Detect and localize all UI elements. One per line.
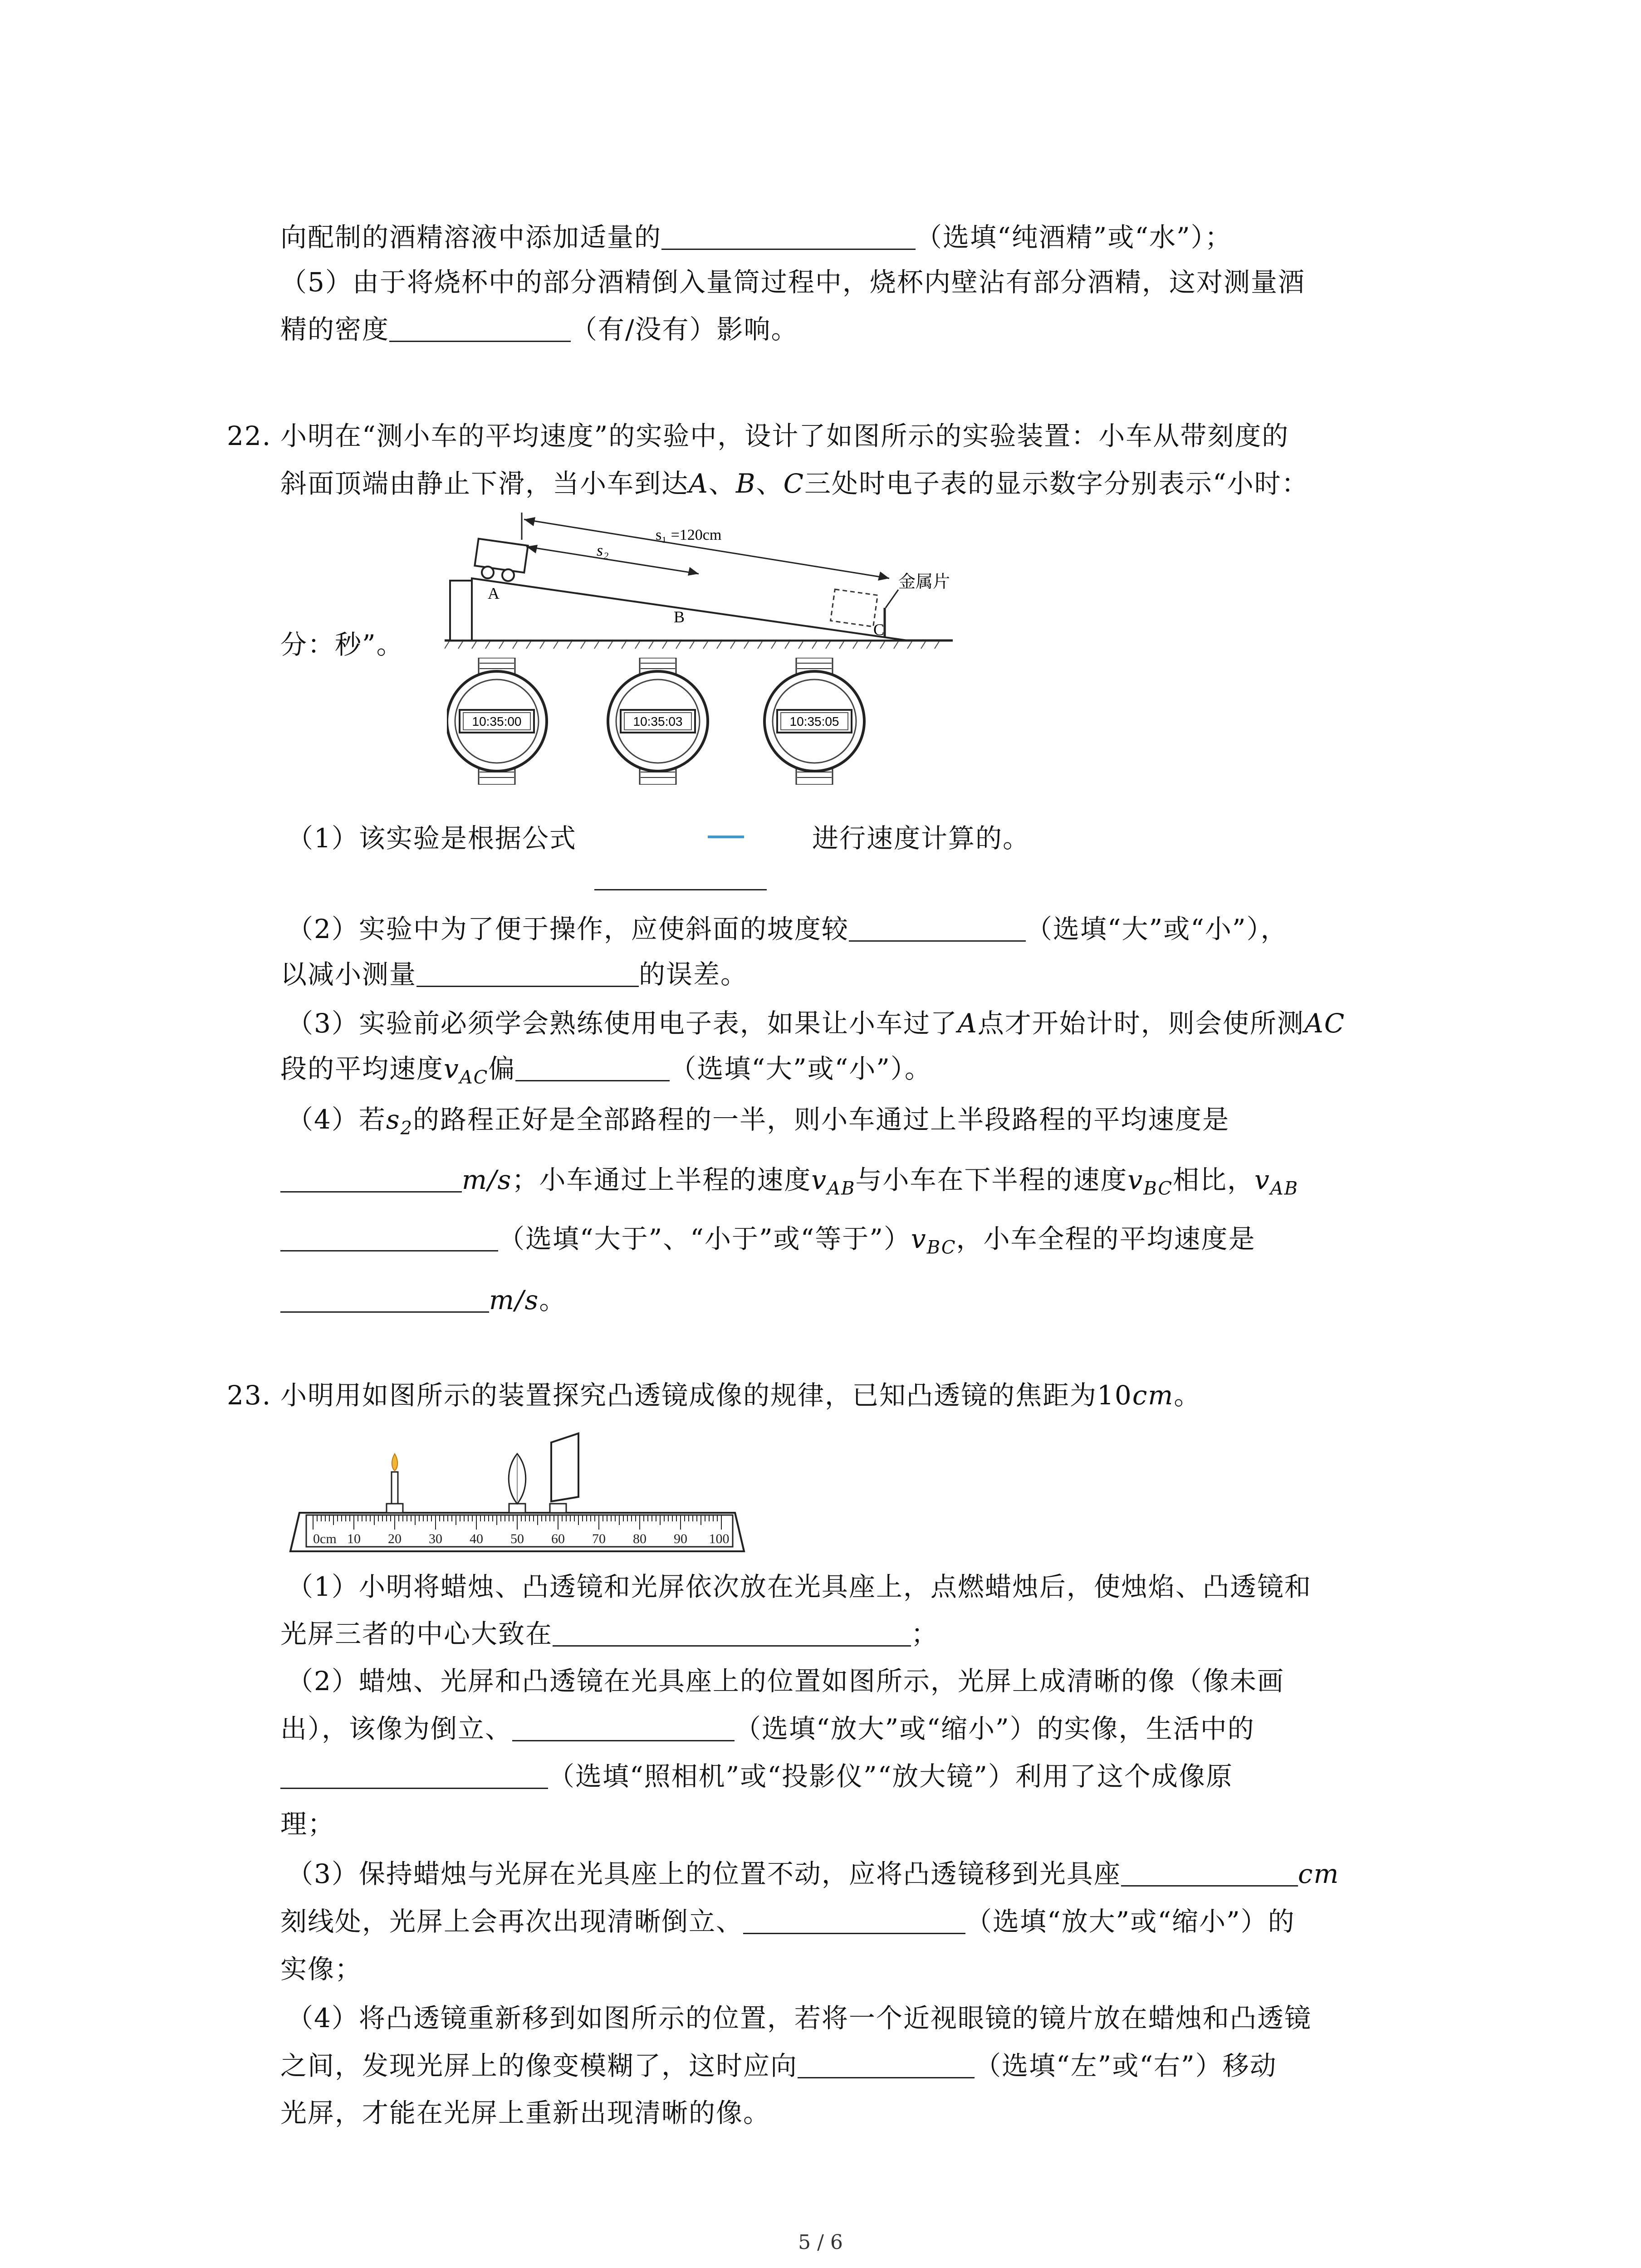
q23-p3-line-3: 实像； (280, 1954, 362, 1984)
q21-line-2: （5）由于将烧杯中的部分酒精倒入量筒过程中，烧杯内壁沾有部分酒精，这对测量酒 (280, 267, 1305, 298)
ruler-label: 50 (510, 1531, 524, 1546)
ruler-label: 70 (592, 1531, 606, 1546)
answer-blank[interactable] (280, 1166, 462, 1193)
ruler-label: 90 (674, 1531, 687, 1546)
convex-lens (509, 1454, 526, 1513)
q22-p1-lead: （1）该实验是根据公式 (287, 823, 577, 854)
q23-p2-line-2: 出），该像为倒立、 （选填“放大”或“缩小”）的实像，生活中的 (280, 1713, 1255, 1744)
answer-blank[interactable] (849, 915, 1026, 942)
light-screen (550, 1433, 578, 1513)
answer-blank[interactable] (280, 1286, 489, 1313)
q23-p1-line-2: 光屏三者的中心大致在 ； (280, 1618, 939, 1649)
incline-figure (445, 499, 962, 653)
s2-label: s₂ (597, 541, 609, 559)
answer-blank[interactable] (280, 1225, 498, 1251)
q23-number: 23. (227, 1380, 272, 1411)
q22-p2-line-1: （2）实验中为了便于操作，应使斜面的坡度较 （选填“大”或“小”）， (287, 914, 1288, 944)
s1-label: s₁ =120cm (656, 527, 722, 543)
ruler-label: 20 (388, 1531, 402, 1546)
ruler-label: 40 (470, 1531, 483, 1546)
stopwatch-row (447, 658, 946, 785)
answer-blank[interactable] (1121, 1860, 1298, 1887)
stopwatch-3 (764, 658, 864, 785)
ruler-label: 0cm (313, 1531, 337, 1546)
ruler-label: 10 (347, 1531, 361, 1546)
answer-blank[interactable] (798, 2052, 975, 2078)
q23-p2-line-4: 理； (280, 1809, 335, 1839)
q22-p3-line-2: 段的平均速度$v_{AC}$偏 （选填“大”或“小”）。 (280, 1053, 932, 1088)
answer-blank[interactable] (743, 1907, 965, 1934)
q21-line-1: 向配制的酒精溶液中添加适量的 （选填“纯酒精”或“水”）； (280, 222, 1232, 253)
q23-p4-line-2: 之间，发现光屏上的像变模糊了，这时应向 （选填“左”或“右”）移动 (280, 2050, 1277, 2081)
formula-fraction-bar (708, 836, 744, 838)
q21-line-3: 精的密度 （有/没有）影响。 (280, 314, 798, 345)
q22-p4-line-1: （4）若$s_2$的路程正好是全部路程的一半，则小车通过上半段路程的平均速度是 (287, 1104, 1230, 1139)
answer-blank[interactable] (661, 223, 916, 250)
stopwatch-time: 10:35:00 (472, 714, 522, 728)
q22-p4-line-4: m/s。 (280, 1284, 566, 1316)
q23-p2-line-3: （选填“照相机”或“投影仪”“放大镜”）利用了这个成像原 (280, 1760, 1233, 1793)
point-b-label: B (674, 608, 685, 626)
point-c-label: C (873, 621, 885, 639)
q22-p2-line-2: 以减小测量 的误差。 (280, 959, 748, 990)
q22-p3-line-1: （3）实验前必须学会熟练使用电子表，如果让小车过了A点才开始计时，则会使所测AC (287, 1008, 1346, 1039)
candle (387, 1454, 403, 1513)
ruler-label: 100 (709, 1531, 730, 1546)
ruler-label: 60 (551, 1531, 565, 1546)
ruler-label: 30 (429, 1531, 442, 1546)
stopwatch-time: 10:35:05 (789, 714, 839, 728)
answer-blank[interactable] (389, 315, 571, 342)
answer-blank[interactable] (553, 1620, 911, 1647)
q23-p1-line-1: （1）小明将蜡烛、凸透镜和光屏依次放在光具座上，点燃蜡烛后，使烛焰、凸透镜和 (287, 1571, 1312, 1602)
answer-blank[interactable] (594, 889, 767, 890)
q22-p4-line-3: （选填“大于”、“小于”或“等于$”)v_{BC}$，小车全程的平均速度是 (280, 1222, 1255, 1264)
q22-line-1: 小明在“测小车的平均速度”的实验中，设计了如图所示的实验装置：小车从带刻度的 (280, 420, 1289, 451)
answer-blank[interactable] (280, 1762, 548, 1789)
q22-p1-tail: 进行速度计算的。 (812, 823, 1030, 854)
answer-blank[interactable] (515, 1055, 670, 1081)
stopwatch-2 (608, 658, 708, 785)
q22-line-2: 斜面顶端由静止下滑，当小车到达A、B、C三处时电子表的显示数字分别表示“小时： (280, 468, 1309, 499)
stopwatch-time: 10:35:03 (633, 714, 683, 728)
q22-line-3: 分：秒”。 (280, 629, 404, 660)
q23-p4-line-1: （4）将凸透镜重新移到如图所示的位置，若将一个近视眼镜的镜片放在蜡烛和凸透镜 (287, 2003, 1312, 2033)
metal-label: 金属片 (898, 572, 950, 591)
q23-p3-line-1: （3）保持蜡烛与光屏在光具座上的位置不动，应将凸透镜移到光具座 cm (287, 1858, 1340, 1889)
answer-blank[interactable] (512, 1715, 735, 1741)
q22-p4-line-2: m/s；小车通过上半程的速度$v_{AB}$与小车在下半程的速度$v_{BC}$相比，$v_{AB}$ (280, 1163, 1298, 1205)
optical-bench-figure (281, 1429, 753, 1556)
q22-number: 22. (227, 420, 272, 451)
cart (475, 539, 528, 581)
ruler-label: 80 (633, 1531, 647, 1546)
stopwatch-1 (447, 658, 547, 785)
q23-line-1: 小明用如图所示的装置探究凸透镜成像的规律，已知凸透镜的焦距为10cm。 (280, 1380, 1201, 1411)
page-number: 5 / 6 (798, 2231, 843, 2254)
q23-p3-line-2: 刻线处，光屏上会再次出现清晰倒立、 （选填“放大”或“缩小”）的 (280, 1906, 1295, 1937)
q23-p2-line-1: （2）蜡烛、光屏和凸透镜在光具座上的位置如图所示，光屏上成清晰的像（像未画 (287, 1666, 1284, 1696)
answer-blank[interactable] (416, 960, 639, 987)
q23-p4-line-3: 光屏，才能在光屏上重新出现清晰的像。 (280, 2097, 771, 2128)
point-a-label: A (488, 584, 500, 602)
